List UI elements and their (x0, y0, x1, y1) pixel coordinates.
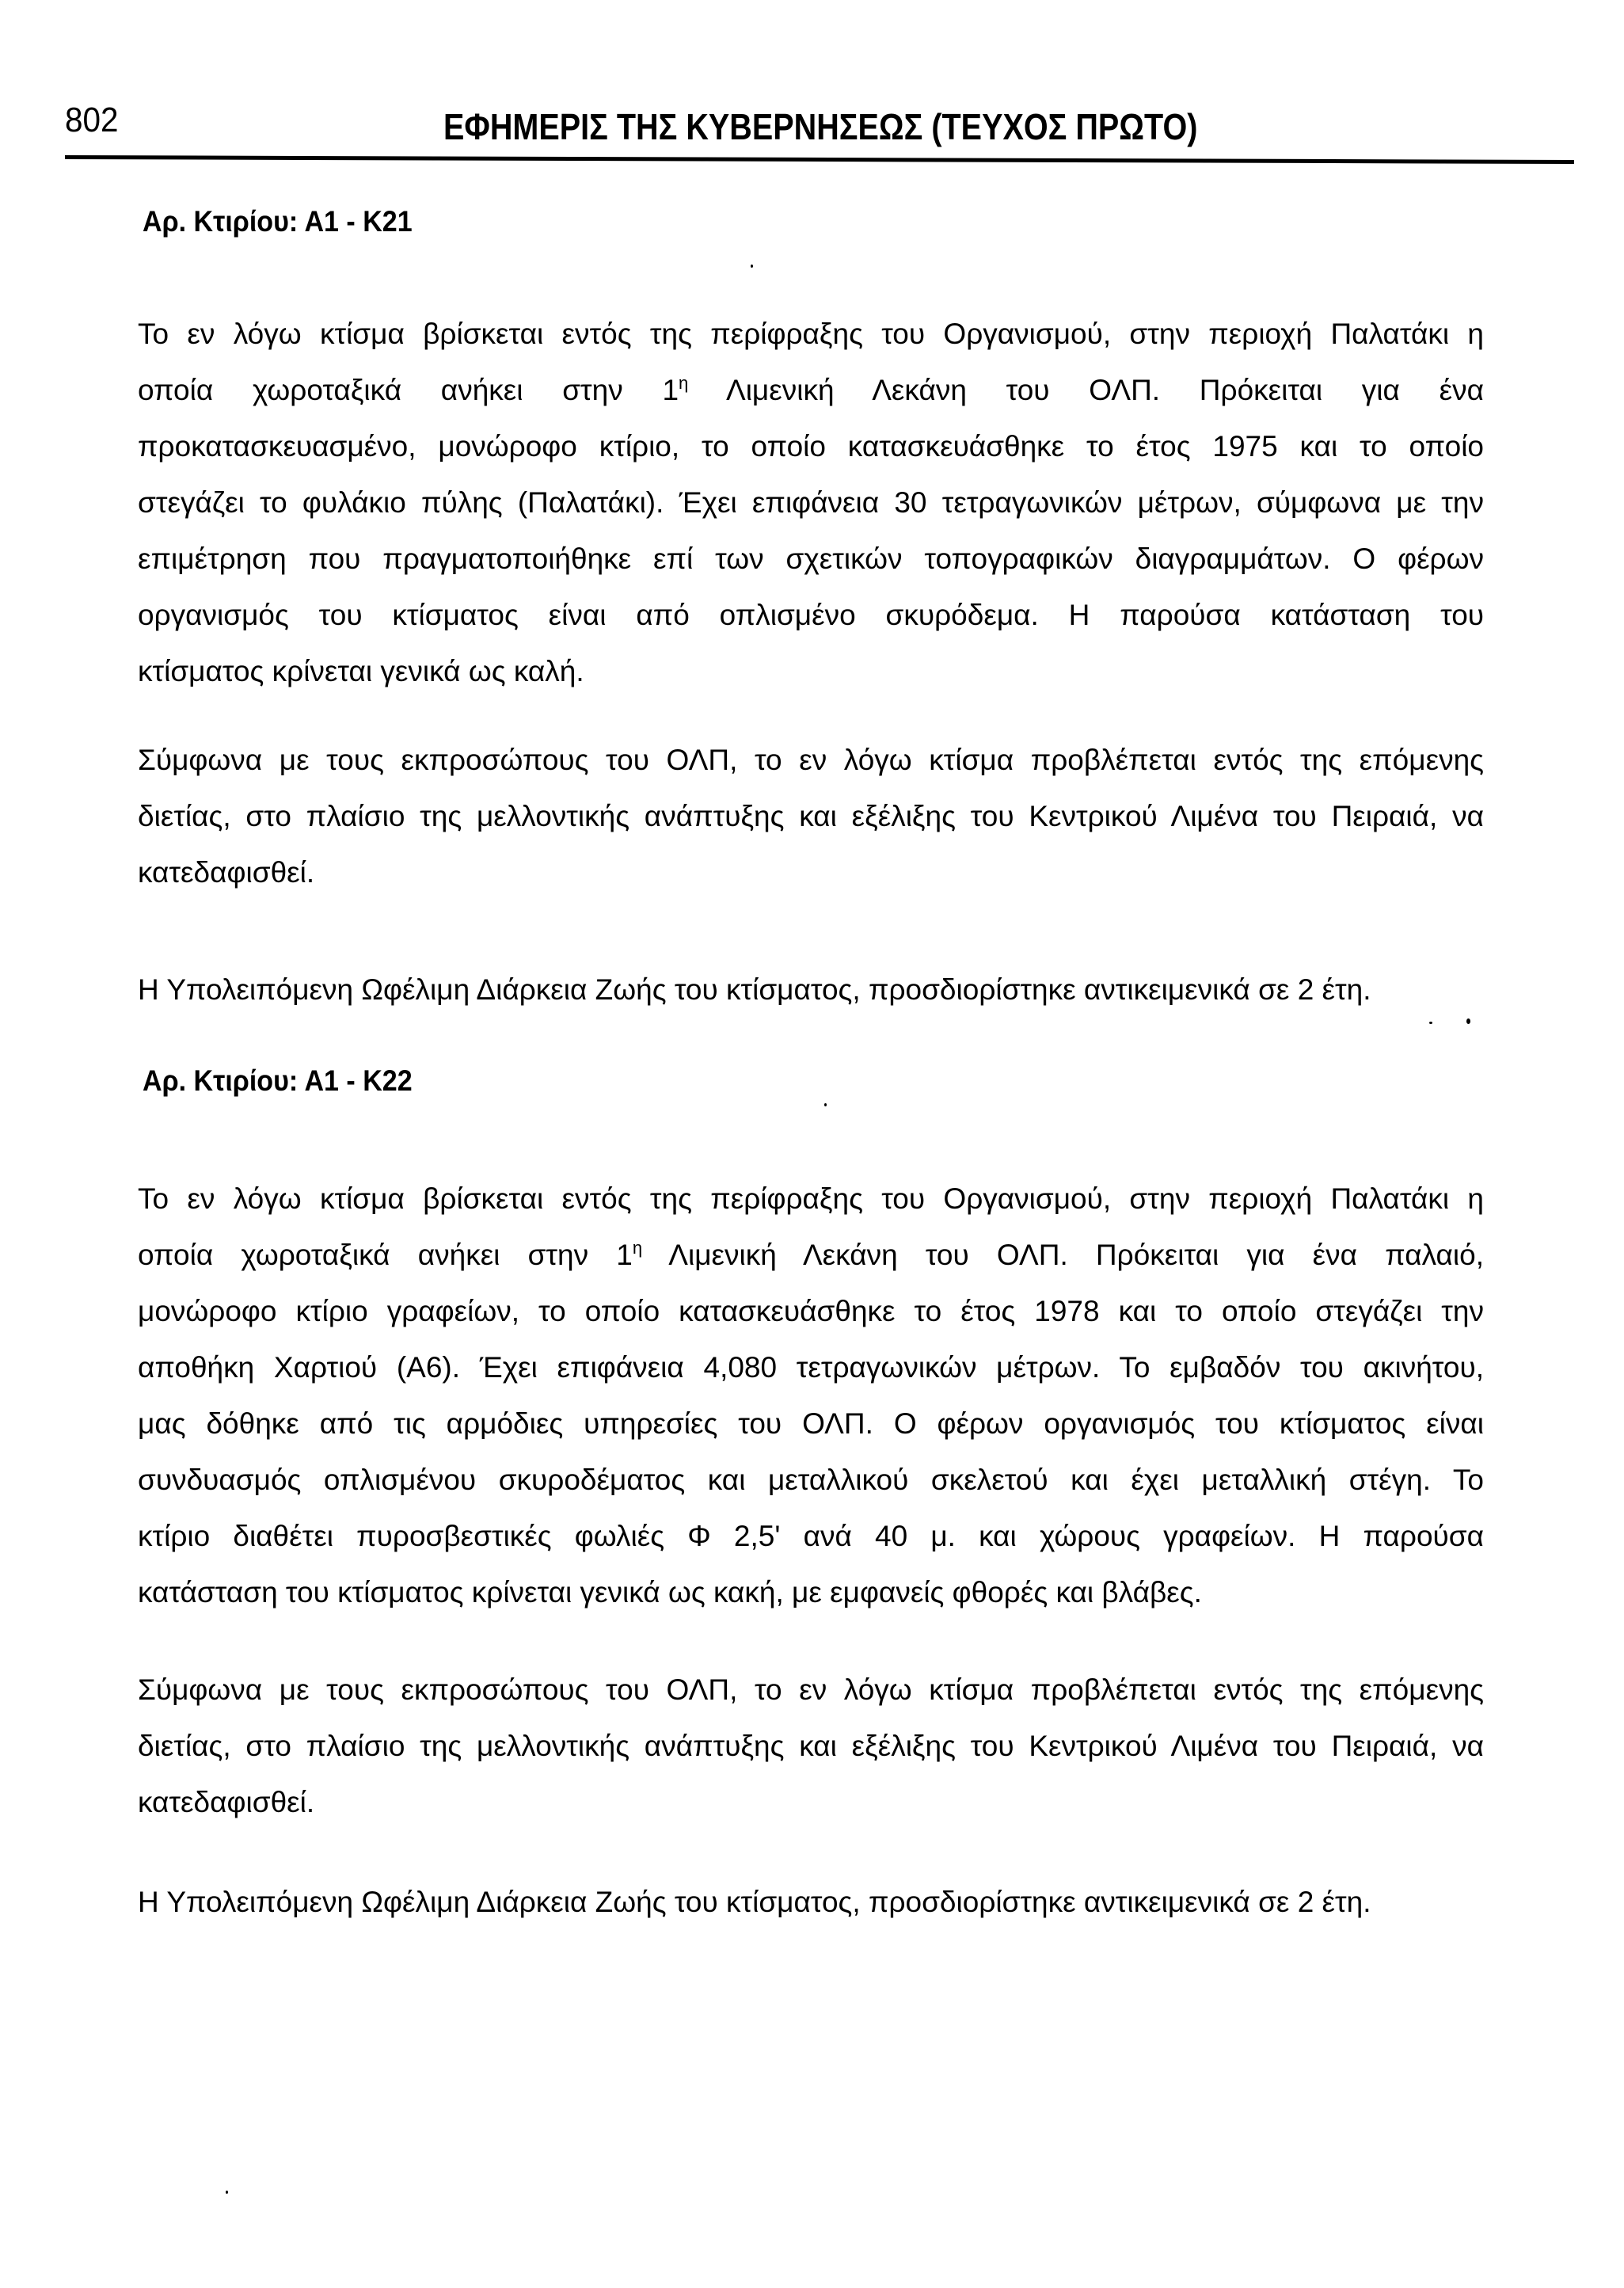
scan-speck (1466, 1018, 1470, 1024)
paragraph-line: Το εν λόγω κτίσμα βρίσκεται εντός της περίφραξης του Οργανισμού, στην περιοχή Παλατάκι η (138, 318, 1484, 350)
scan-speck (751, 265, 753, 268)
paragraph-line: προκατασκευασμένο, μονώροφο κτίριο, το οποίο κατασκευάσθηκε το έτος 1975 και το οποίο (138, 430, 1484, 463)
useful-life-paragraph-k21 (138, 961, 1484, 1018)
paragraph-line: συνδυασμός οπλισμένου σκυροδέματος και μεταλλικού σκελετού και έχει μεταλλική στέγη. Το (138, 1464, 1484, 1496)
demolition-paragraph-k21 (138, 732, 1484, 900)
ordinal-suffix: η (679, 373, 689, 393)
paragraph-line: κατεδαφισθεί. (138, 856, 315, 889)
scan-speck (824, 1103, 827, 1106)
paragraph-line: Το εν λόγω κτίσμα βρίσκεται εντός της περίφραξης του Οργανισμού, στην περιοχή Παλατάκι η (138, 1182, 1484, 1215)
header-divider (65, 155, 1574, 164)
paragraph-line: Σύμφωνα με τους εκπροσώπους του ΟΛΠ, το εν λόγω κτίσμα προβλέπεται εντός της επόμενης (138, 744, 1484, 776)
page-number: 802 (65, 101, 119, 139)
paragraph-line: Η Υπολειπόμενη Ωφέλιμη Διάρκεια Ζωής του κτίσματος, προσδιορίστηκε αντικειμενικά σε 2 έτη. (138, 1886, 1371, 1918)
paragraph-line: Η Υπολειπόμενη Ωφέλιμη Διάρκεια Ζωής του κτίσματος, προσδιορίστηκε αντικειμενικά σε 2 έτη. (138, 973, 1371, 1006)
paragraph-line: διετίας, στο πλαίσιο της μελλοντικής ανάπτυξης και εξέλιξης του Κεντρικού Λιμένα του Πειραιά, να (138, 800, 1484, 832)
paragraph-line: Σύμφωνα με τους εκπροσώπους του ΟΛΠ, το εν λόγω κτίσμα προβλέπεται εντός της επόμενης (138, 1673, 1484, 1706)
scan-speck (1429, 1022, 1432, 1024)
paragraph-line: διετίας, στο πλαίσιο της μελλοντικής ανάπτυξης και εξέλιξης του Κεντρικού Λιμένα του Πειραιά, να (138, 1730, 1484, 1762)
ordinal-suffix: η (632, 1238, 643, 1258)
demolition-paragraph-k22 (138, 1662, 1484, 1830)
description-paragraph-k21 (138, 306, 1484, 699)
description-paragraph-k22 (138, 1171, 1484, 1620)
paragraph-line: στεγάζει το φυλάκιο πύλης (Παλατάκι). Έχει επιφάνεια 30 τετραγωνικών μέτρων, σύμφωνα με την (138, 486, 1484, 519)
paragraph-line: κατάσταση του κτίσματος κρίνεται γενικά ως κακή, με εμφανείς φθορές και βλάβες. (138, 1576, 1202, 1608)
useful-life-paragraph-k22 (138, 1874, 1484, 1930)
paragraph-line: οργανισμός του κτίσματος είναι από οπλισμένο σκυρόδεμα. Η παρούσα κατάσταση του (138, 599, 1484, 631)
paragraph-line: αποθήκη Χαρτιού (Α6). Έχει επιφάνεια 4,080 τετραγωνικών μέτρων. Το εμβαδόν του ακινήτου, (138, 1351, 1484, 1384)
paragraph-line: κτίριο διαθέτει πυροσβεστικές φωλιές Φ 2,5' ανά 40 μ. και χώρους γραφείων. Η παρούσα (138, 1520, 1484, 1552)
running-title: ΕΦΗΜΕΡΙΣ ΤΗΣ ΚΥΒΕΡΝΗΣΕΩΣ (ΤΕΥΧΟΣ ΠΡΩΤΟ) (443, 106, 1198, 147)
paragraph-line: οποία χωροταξικά ανήκει στην $1^\eta$ Λιμενική Λεκάνη του ΟΛΠ. Πρόκειται για ένα (138, 373, 1485, 406)
paragraph-line: επιμέτρηση που πραγματοποιήθηκε επί των σχετικών τοπογραφικών διαγραμμάτων. Ο φέρων (138, 542, 1484, 575)
building-heading-k21: Αρ. Κτιρίου: Α1 - Κ21 (143, 205, 413, 238)
scan-speck (226, 2191, 228, 2194)
paragraph-line: κτίσματος κρίνεται γενικά ως καλή. (138, 655, 584, 687)
building-heading-k22: Αρ. Κτιρίου: Α1 - Κ22 (143, 1064, 413, 1097)
paragraph-line: μας δόθηκε από τις αρμόδιες υπηρεσίες του ΟΛΠ. Ο φέρων οργανισμός του κτίσματος είναι (138, 1407, 1484, 1440)
paragraph-line: κατεδαφισθεί. (138, 1786, 315, 1818)
paragraph-line: μονώροφο κτίριο γραφείων, το οποίο κατασκευάσθηκε το έτος 1978 και το οποίο στεγάζει την (138, 1295, 1484, 1327)
paragraph-line: οποία χωροταξικά ανήκει στην $1^\eta$ Λιμενική Λεκάνη του ΟΛΠ. Πρόκειται για ένα παλαιό, (138, 1238, 1485, 1271)
